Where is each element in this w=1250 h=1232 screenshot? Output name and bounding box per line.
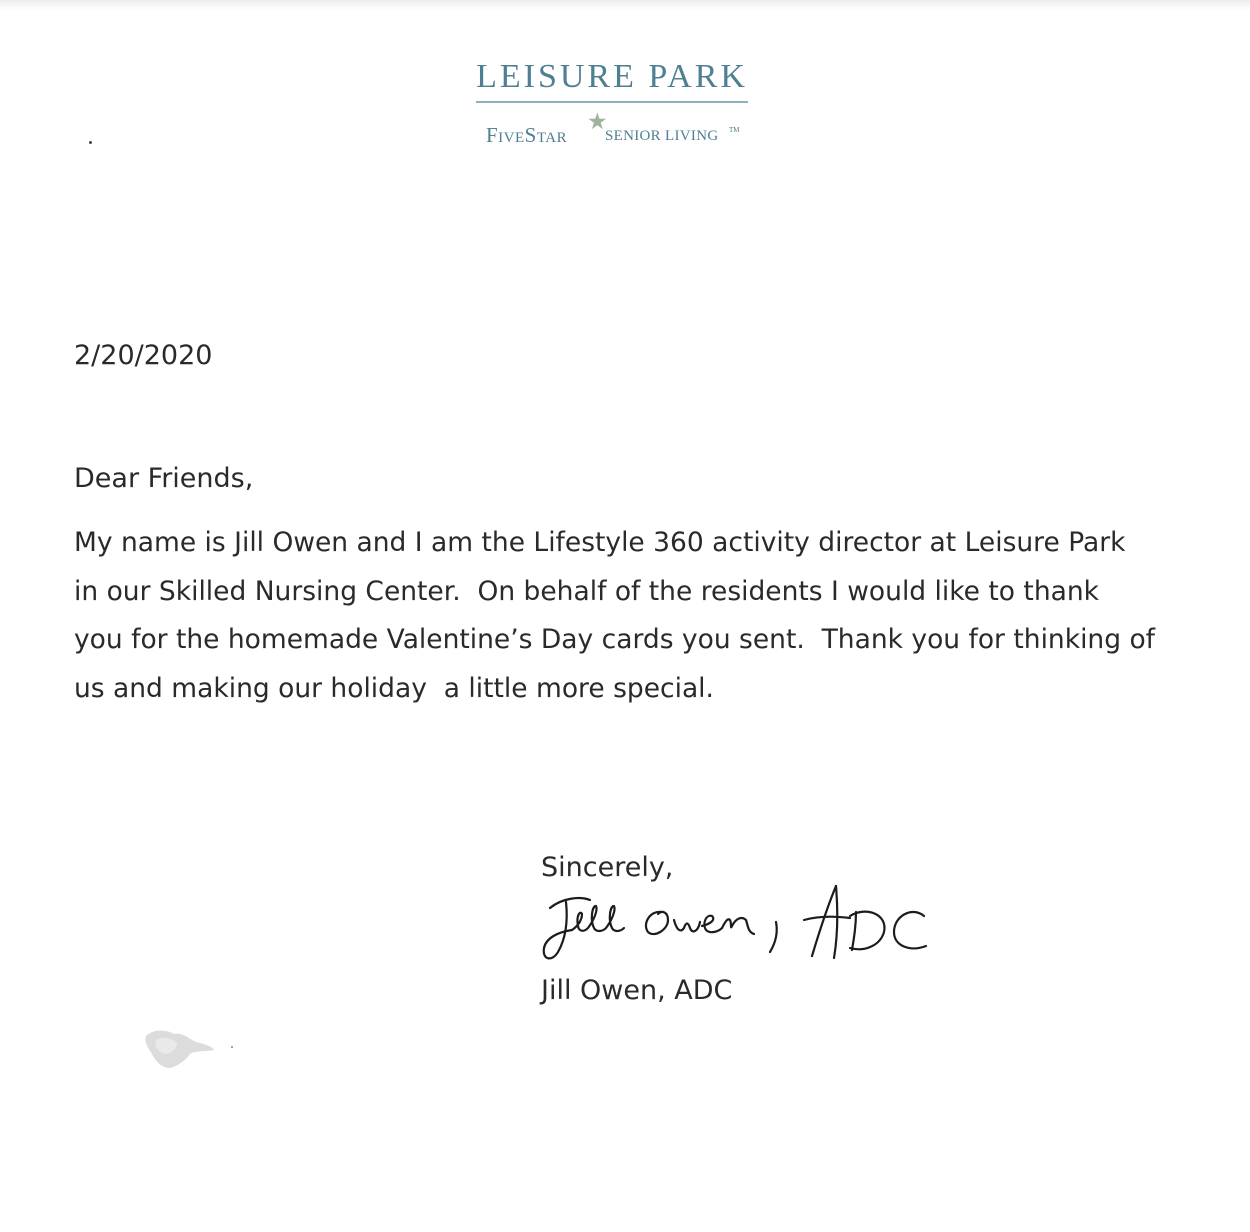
salutation: Dear Friends,: [74, 463, 254, 494]
scan-speck: [231, 1046, 233, 1048]
letterhead-rule: [476, 101, 748, 103]
fivestar-wordmark: FiveStar: [486, 123, 568, 147]
body-line: you for the homemade Valentine’s Day cards you sent. Thank you for thinking of: [74, 624, 1156, 655]
signer-name: Jill Owen, ADC: [541, 975, 733, 1006]
senior-living-wordmark: SENIOR LIVING: [605, 128, 719, 144]
scan-smudge: [142, 1024, 217, 1072]
body-line: in our Skilled Nursing Center. On behalf of the residents I would like to thank: [74, 575, 1099, 607]
handwritten-signature: [532, 876, 942, 976]
scan-edge-shade: [0, 0, 1250, 10]
letterhead-title: LEISURE PARK: [476, 58, 748, 95]
sub-brand-logo: [470, 109, 754, 155]
body-line: us and making our holiday a little more special.: [74, 672, 714, 704]
scan-speck: [89, 141, 92, 144]
letter-date: 2/20/2020: [74, 340, 213, 371]
body-line: My name is Jill Owen and I am the Lifestyle 360 activity director at Leisure Park: [74, 527, 1126, 558]
closing: Sincerely,: [541, 852, 674, 883]
letter-body: [74, 519, 1184, 713]
letterhead: [470, 55, 754, 155]
trademark-mark: TM: [729, 126, 740, 134]
star-icon: ★: [587, 109, 608, 134]
